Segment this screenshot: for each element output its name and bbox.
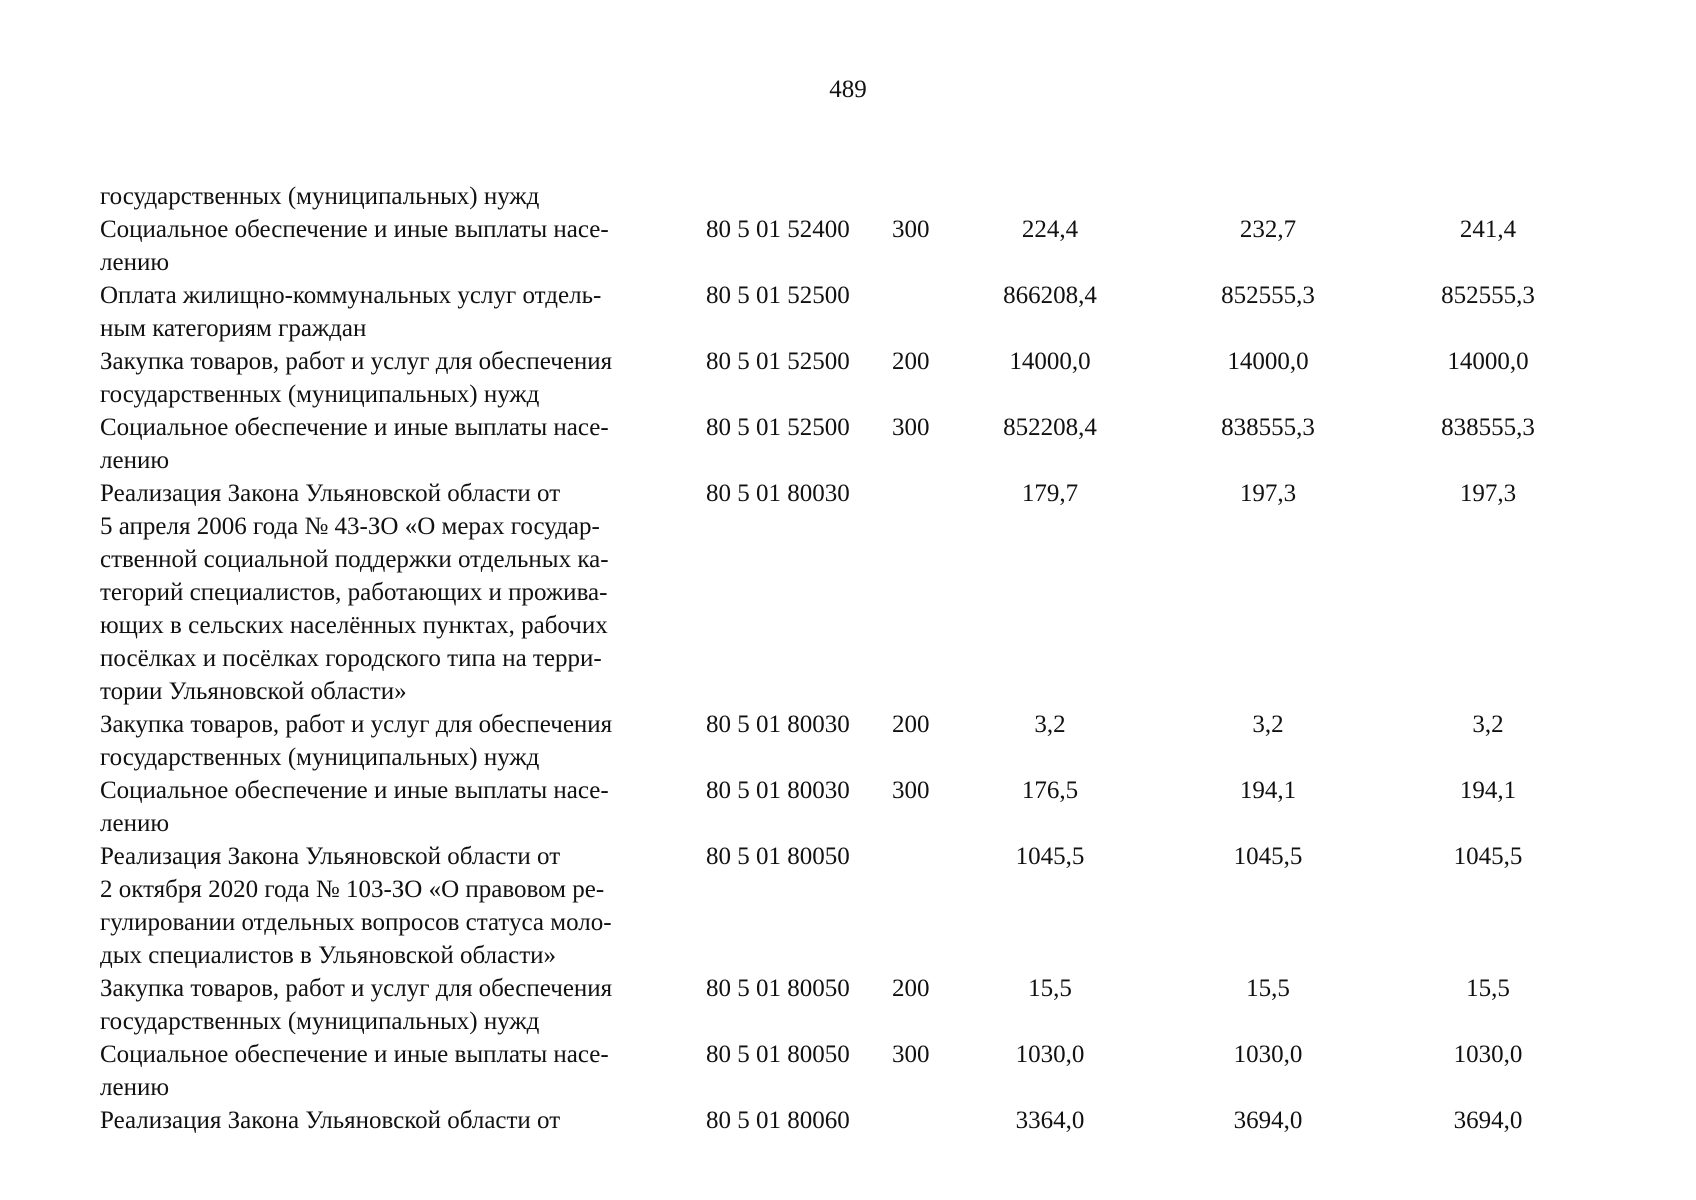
row-description: Закупка товаров, работ и услуг для обеспечения государственных (муниципальных) нужд <box>100 348 613 408</box>
page-number: 489 <box>829 76 867 103</box>
row-value-year-3: 15,5 <box>1466 975 1510 1002</box>
row-value-year-2: 15,5 <box>1246 975 1290 1002</box>
row-expense-type: 300 <box>892 414 930 441</box>
row-value-year-3: 3694,0 <box>1453 1107 1523 1134</box>
row-value-year-2: 232,7 <box>1239 216 1297 243</box>
row-value-year-1: 1030,0 <box>1015 1041 1085 1068</box>
row-value-year-3: 14000,0 <box>1447 348 1529 375</box>
row-expense-type: 200 <box>892 348 930 375</box>
row-value-year-3: 852555,3 <box>1441 282 1535 309</box>
row-value-year-1: 3,2 <box>1034 711 1066 738</box>
row-expense-type: 200 <box>892 711 930 738</box>
table-row <box>100 774 1600 840</box>
row-value-year-1: 176,5 <box>1021 777 1079 804</box>
table-row <box>100 972 1600 1038</box>
row-value-year-1: 179,7 <box>1021 480 1079 507</box>
row-description: Социальное обеспечение и иные выплаты насе- лению <box>100 1041 609 1101</box>
row-classification-code: 80 5 01 80050 <box>706 843 850 870</box>
row-value-year-2: 852555,3 <box>1221 282 1315 309</box>
row-classification-code: 80 5 01 80030 <box>706 777 850 804</box>
row-expense-type: 300 <box>892 1041 930 1068</box>
row-description: Закупка товаров, работ и услуг для обеспечения государственных (муниципальных) нужд <box>100 711 613 771</box>
row-value-year-3: 838555,3 <box>1441 414 1535 441</box>
row-classification-code: 80 5 01 80060 <box>706 1107 850 1134</box>
row-classification-code: 80 5 01 52500 <box>706 348 850 375</box>
row-value-year-1: 3364,0 <box>1015 1107 1085 1134</box>
table-row <box>100 279 1600 345</box>
row-value-year-1: 1045,5 <box>1015 843 1085 870</box>
row-expense-type: 200 <box>892 975 930 1002</box>
row-classification-code: 80 5 01 52500 <box>706 414 850 441</box>
row-value-year-1: 224,4 <box>1021 216 1079 243</box>
row-value-year-2: 1045,5 <box>1233 843 1303 870</box>
row-value-year-1: 14000,0 <box>1009 348 1091 375</box>
row-value-year-1: 866208,4 <box>1003 282 1097 309</box>
row-value-year-1: 852208,4 <box>1003 414 1097 441</box>
table-row <box>100 345 1600 411</box>
row-description: Оплата жилищно-коммунальных услуг отдель- ным категориям граждан <box>100 282 602 342</box>
row-classification-code: 80 5 01 80030 <box>706 480 850 507</box>
row-description: государственных (муниципальных) нужд <box>100 183 540 210</box>
row-classification-code: 80 5 01 80050 <box>706 1041 850 1068</box>
row-description: Социальное обеспечение и иные выплаты насе- лению <box>100 777 609 837</box>
row-value-year-2: 1030,0 <box>1233 1041 1303 1068</box>
table-row <box>100 1104 1600 1137</box>
row-value-year-2: 3,2 <box>1252 711 1284 738</box>
table-row <box>100 840 1600 972</box>
row-classification-code: 80 5 01 52400 <box>706 216 850 243</box>
table-row <box>100 708 1600 774</box>
row-value-year-2: 197,3 <box>1239 480 1297 507</box>
row-description: Реализация Закона Ульяновской области от <box>100 1107 561 1134</box>
row-expense-type: 300 <box>892 216 930 243</box>
table-row <box>100 1038 1600 1104</box>
row-expense-type: 300 <box>892 777 930 804</box>
row-value-year-1: 15,5 <box>1028 975 1072 1002</box>
table-row <box>100 180 1600 213</box>
row-value-year-3: 1030,0 <box>1453 1041 1523 1068</box>
row-value-year-3: 194,1 <box>1459 777 1517 804</box>
row-classification-code: 80 5 01 80050 <box>706 975 850 1002</box>
table-row <box>100 477 1600 708</box>
row-description: Реализация Закона Ульяновской области от 5 апреля 2006 года № 43-ЗО «О мерах государ- ственной социальной поддержки отдельных ка- тегорий специалистов, работающих и прожива- ющих в сельских населённых пунктах, рабочих посёлках и посёлках городского типа на терри- тории Ульяновской области» <box>100 480 609 705</box>
row-description: Социальное обеспечение и иные выплаты насе- лению <box>100 216 609 276</box>
row-value-year-3: 1045,5 <box>1453 843 1523 870</box>
row-value-year-3: 241,4 <box>1459 216 1517 243</box>
row-value-year-2: 838555,3 <box>1221 414 1315 441</box>
row-value-year-3: 3,2 <box>1472 711 1504 738</box>
row-value-year-2: 14000,0 <box>1227 348 1309 375</box>
budget-table <box>100 180 1600 1137</box>
row-description: Реализация Закона Ульяновской области от 2 октября 2020 года № 103-ЗО «О правовом ре- гулировании отдельных вопросов статуса моло- дых специалистов в Ульяновской области» <box>100 843 612 969</box>
table-row <box>100 411 1600 477</box>
row-value-year-2: 194,1 <box>1239 777 1297 804</box>
row-description: Закупка товаров, работ и услуг для обеспечения государственных (муниципальных) нужд <box>100 975 613 1035</box>
row-classification-code: 80 5 01 80030 <box>706 711 850 738</box>
row-classification-code: 80 5 01 52500 <box>706 282 850 309</box>
row-description: Социальное обеспечение и иные выплаты насе- лению <box>100 414 609 474</box>
row-value-year-3: 197,3 <box>1459 480 1517 507</box>
table-row <box>100 213 1600 279</box>
row-value-year-2: 3694,0 <box>1233 1107 1303 1134</box>
